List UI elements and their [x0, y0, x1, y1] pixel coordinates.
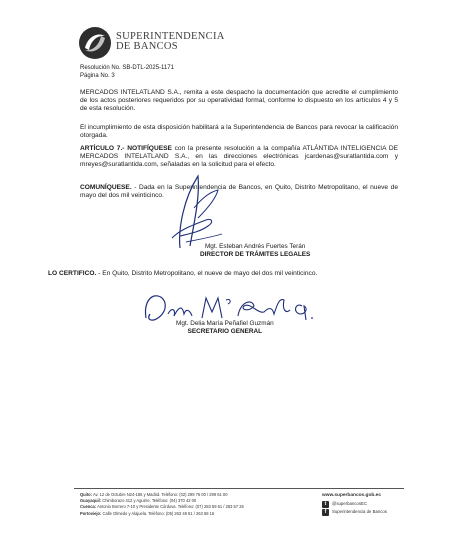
page-number: Página No. 3 [80, 73, 115, 79]
facebook-icon[interactable]: f [322, 509, 329, 516]
certification-label: LO CERTIFICO. [48, 270, 97, 277]
office-quito: Quito: Av. 12 de Octubre N24-185 y Madrid. Teléfono: (02) 299 76 00 / 299 61 00 [80, 492, 228, 497]
footer-divider [74, 488, 404, 489]
paragraph-requirements: MERCADOS INTELATLAND S.A., remita a este despacho la documentación que acredite el cumplimiento de los actos posteriores requeridos por su operatividad formal, conforme lo dispuesto en los artículos 4 y 5 de esta resolución. [80, 89, 398, 113]
facebook-page[interactable]: Superintendencia de Bancos [332, 509, 387, 514]
office-cuenca: Cuenca: Antonio Borrero 7-10 y Presidente Córdova. Teléfono: (07) 283 59 61 / 283 57 26 [80, 504, 244, 510]
article-7-label: ARTÍCULO 7.- NOTIFÍQUESE [80, 145, 172, 152]
superintendencia-logo-icon [78, 26, 112, 60]
director-title: DIRECTOR DE TRÁMITES LEGALES [200, 251, 311, 258]
footer-contact [322, 492, 387, 516]
org-name-line1: SUPERINTENDENCIA [116, 31, 225, 42]
certification-line [48, 270, 317, 278]
secretary-title: SECRETARIO GENERAL [187, 328, 263, 335]
office-guayaquil: Guayaquil: Chimborazo 412 y Aguirre. Teléfono: (04) 370 42 00 [80, 498, 197, 504]
footer-offices [80, 492, 244, 517]
paragraph-revocation: El incumplimiento de esta disposición habilitará a la Superintendencia de Bancos para revocar la calificación otorgada. [80, 124, 398, 140]
twitter-icon[interactable]: t [322, 501, 329, 508]
paragraph-article-7 [80, 145, 398, 170]
twitter-handle[interactable]: @superbancosEC [332, 501, 367, 506]
comuniquese-text: - Dada en la Superintendencia de Bancos, en Quito, Distrito Metropolitano, el nueve de mayo del dos mil veinticinco. [80, 184, 398, 200]
paragraph-comuniquese [80, 184, 398, 200]
document-meta [80, 64, 174, 80]
org-logo [78, 24, 238, 64]
secretary-signature-block [176, 320, 274, 336]
comuniquese-label: COMUNÍQUESE. [80, 184, 132, 191]
secretary-name: Mgt. Delia María Peñafiel Guzmán [176, 320, 274, 327]
certification-text: - En Quito, Distrito Metropolitano, el nueve de mayo del dos mil veinticinco. [96, 270, 318, 277]
org-name-line2: DE BANCOS [116, 41, 178, 52]
office-portoviejo: Portoviejo: Calle Olmedo y Alajuela. Teléfono: (05) 263 49 51 / 263 58 16 [80, 510, 215, 516]
director-name: Mgt. Esteban Andrés Fuertes Terán [204, 243, 306, 250]
director-signature-block [200, 243, 310, 259]
website-link[interactable]: www.superbancos.gob.ec [322, 493, 381, 498]
director-signature [150, 168, 230, 252]
resolution-number: Resolución No. SB-DTL-2025-1171 [80, 65, 174, 71]
article-7-text: con la presente resolución a la compañía ATLÁNTIDA INTELIGENCIA DE MERCADOS INTELATLAND S.A., en las direcciones electrónicas jcardenas@suratlantida.com y mreyes@suratlantida.com, señaladas en la solicitud para el efecto. [80, 145, 399, 169]
